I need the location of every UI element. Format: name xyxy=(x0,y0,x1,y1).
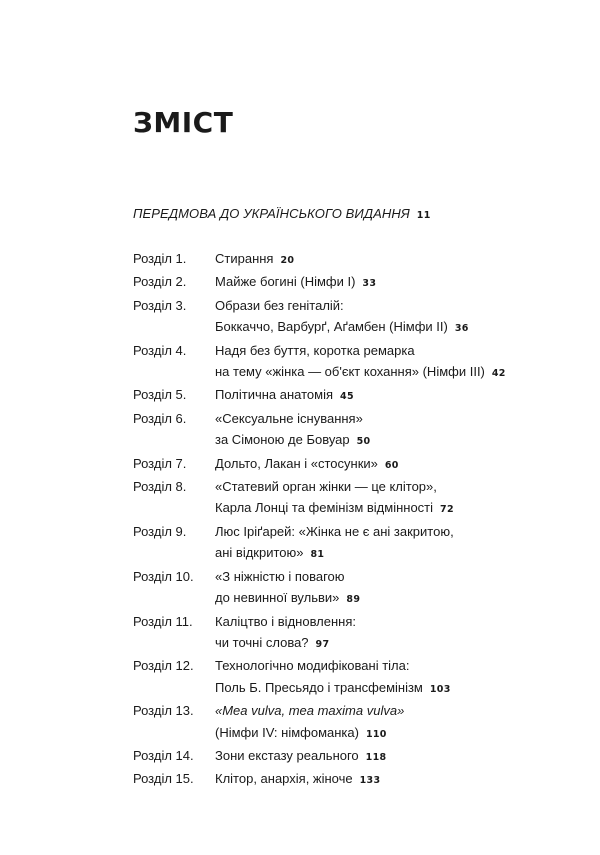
chapter-title xyxy=(215,700,573,745)
chapter-label: Розділ 11. xyxy=(133,613,193,629)
chapter-title-text: Надя без буття, коротка ремарка xyxy=(215,342,415,358)
chapter-title-line xyxy=(215,587,573,610)
chapter-title-line xyxy=(215,722,573,745)
chapter-title xyxy=(215,340,573,385)
chapter-label: Розділ 9. xyxy=(133,523,187,539)
preface-title: ПЕРЕДМОВА ДО УКРАЇНСЬКОГО ВИДАННЯ xyxy=(133,206,410,221)
chapter-title xyxy=(215,476,573,521)
chapter-label: Розділ 4. xyxy=(133,342,187,358)
chapter-title-line xyxy=(215,521,573,542)
chapter-title-text: «Статевий орган жінки — це клітор», xyxy=(215,479,437,495)
chapter-title-line xyxy=(215,768,573,791)
chapter-title-text: (Німфи IV: німфоманка) xyxy=(215,724,359,740)
toc-entry xyxy=(133,700,573,745)
chapter-title xyxy=(215,768,573,791)
chapter-label: Розділ 8. xyxy=(133,479,187,495)
chapter-title xyxy=(215,745,573,768)
chapter-label: Розділ 6. xyxy=(133,410,187,426)
page-number: 11 xyxy=(416,210,431,221)
toc-entry xyxy=(133,745,573,768)
chapter-title-line xyxy=(215,745,573,768)
toc-entry xyxy=(133,453,573,476)
chapter-title-text: Образи без геніталій: xyxy=(215,297,344,313)
chapter-title xyxy=(215,566,573,611)
chapter-label: Розділ 2. xyxy=(133,274,187,290)
chapter-title-text: на тему «жінка — об'єкт кохання» (Німфи III) xyxy=(215,364,485,380)
chapter-title xyxy=(215,655,573,700)
chapter-title-text: Дольто, Лакан і «стосунки» xyxy=(215,455,378,471)
toc-entry xyxy=(133,340,573,385)
chapter-title-text: Політична анатомія xyxy=(215,387,334,403)
chapter-label: Розділ 5. xyxy=(133,387,187,403)
chapter-title-text: ані відкритою» xyxy=(215,545,304,561)
chapter-title-text: «Сексуальне існування» xyxy=(215,410,363,426)
chapter-title xyxy=(215,295,573,340)
chapter-title-line xyxy=(215,497,573,520)
chapter-title xyxy=(215,453,573,476)
chapter-title-text: Боккаччо, Варбурґ, Аґамбен (Німфи II) xyxy=(215,319,448,335)
toc-entry xyxy=(133,611,573,656)
chapter-title-line xyxy=(215,542,573,565)
page-number: 97 xyxy=(315,638,330,650)
chapter-title-text: чи точні слова? xyxy=(215,634,309,650)
chapter-label: Розділ 1. xyxy=(133,251,187,266)
toc-entry xyxy=(133,521,573,566)
chapter-label: Розділ 3. xyxy=(133,297,187,313)
chapter-label: Розділ 12. xyxy=(133,658,194,674)
toc-entry xyxy=(133,271,573,294)
toc-entry xyxy=(133,655,573,700)
chapter-title-text: до невинної вульви» xyxy=(215,590,340,606)
page-number: 42 xyxy=(491,368,506,380)
page-number: 50 xyxy=(356,436,371,448)
chapter-title-text: Карла Лонці та фемінізм відмінності xyxy=(215,500,434,516)
chapter-title-line xyxy=(215,632,573,655)
chapter-title-text: Поль Б. Пресьядо і трансфемінізм xyxy=(215,679,423,695)
chapter-title-line xyxy=(215,566,573,587)
chapter-title-line xyxy=(215,248,573,271)
page-number: 133 xyxy=(359,775,381,787)
chapter-title-line xyxy=(215,384,573,407)
chapter-label: Розділ 14. xyxy=(133,747,194,763)
chapter-title-line xyxy=(215,655,573,676)
chapter-title-line xyxy=(215,700,573,721)
chapter-title-line xyxy=(215,408,573,429)
page-number: 118 xyxy=(365,751,387,763)
chapter-title-text: Люс Іріґарей: «Жінка не є ані закритою, xyxy=(215,523,454,539)
chapter-title-line xyxy=(215,340,573,361)
page-title: ЗМІСТ xyxy=(133,106,234,139)
chapter-title xyxy=(215,408,573,453)
toc-entry xyxy=(133,295,573,340)
page-number: 20 xyxy=(280,255,295,266)
chapter-label: Розділ 15. xyxy=(133,771,194,787)
toc-entry xyxy=(133,768,573,791)
chapter-label: Розділ 7. xyxy=(133,455,187,471)
chapter-title-line xyxy=(215,271,573,294)
chapter-label: Розділ 10. xyxy=(133,568,194,584)
chapter-title-text: Технологічно модифіковані тіла: xyxy=(215,658,410,674)
chapter-title-line xyxy=(215,295,573,316)
page-number: 103 xyxy=(429,683,451,695)
chapter-title-text: «З ніжністю і повагою xyxy=(215,568,345,584)
chapter-title xyxy=(215,271,573,294)
chapter-title xyxy=(215,384,573,407)
toc-entry xyxy=(133,566,573,611)
page-number: 89 xyxy=(346,594,361,606)
page-number: 81 xyxy=(310,549,325,561)
toc-entry xyxy=(133,476,573,521)
chapter-title-line xyxy=(215,361,573,384)
chapter-title-line xyxy=(215,316,573,339)
chapter-title-text: за Сімоною де Бовуар xyxy=(215,432,350,448)
chapter-title-text: «Mea vulva, mea maxima vulva» xyxy=(215,703,405,719)
table-of-contents xyxy=(133,248,573,792)
chapter-title-line xyxy=(215,453,573,476)
page-number: 36 xyxy=(454,323,469,335)
toc-entry xyxy=(133,248,573,271)
chapter-title xyxy=(215,248,573,271)
page-number: 72 xyxy=(440,504,454,516)
chapter-title-text: Клітор, анархія, жіноче xyxy=(215,771,353,787)
page-number: 60 xyxy=(384,459,399,471)
chapter-title-text: Стирання xyxy=(215,251,274,266)
chapter-title-text: Каліцтво і відновлення: xyxy=(215,613,357,629)
preface-entry xyxy=(133,205,431,225)
page-number: 33 xyxy=(362,278,377,290)
chapter-title-line xyxy=(215,476,573,497)
chapter-title xyxy=(215,521,573,566)
toc-entry xyxy=(133,384,573,407)
chapter-title-text: Зони екстазу реального xyxy=(215,747,359,763)
chapter-title-text: Майже богині (Німфи I) xyxy=(215,274,356,290)
chapter-label: Розділ 13. xyxy=(133,703,194,719)
toc-entry xyxy=(133,408,573,453)
chapter-title xyxy=(215,611,573,656)
chapter-title-line xyxy=(215,611,573,632)
page-number: 45 xyxy=(340,391,354,403)
page-number: 110 xyxy=(365,728,387,740)
chapter-title-line xyxy=(215,677,573,700)
chapter-title-line xyxy=(215,429,573,452)
